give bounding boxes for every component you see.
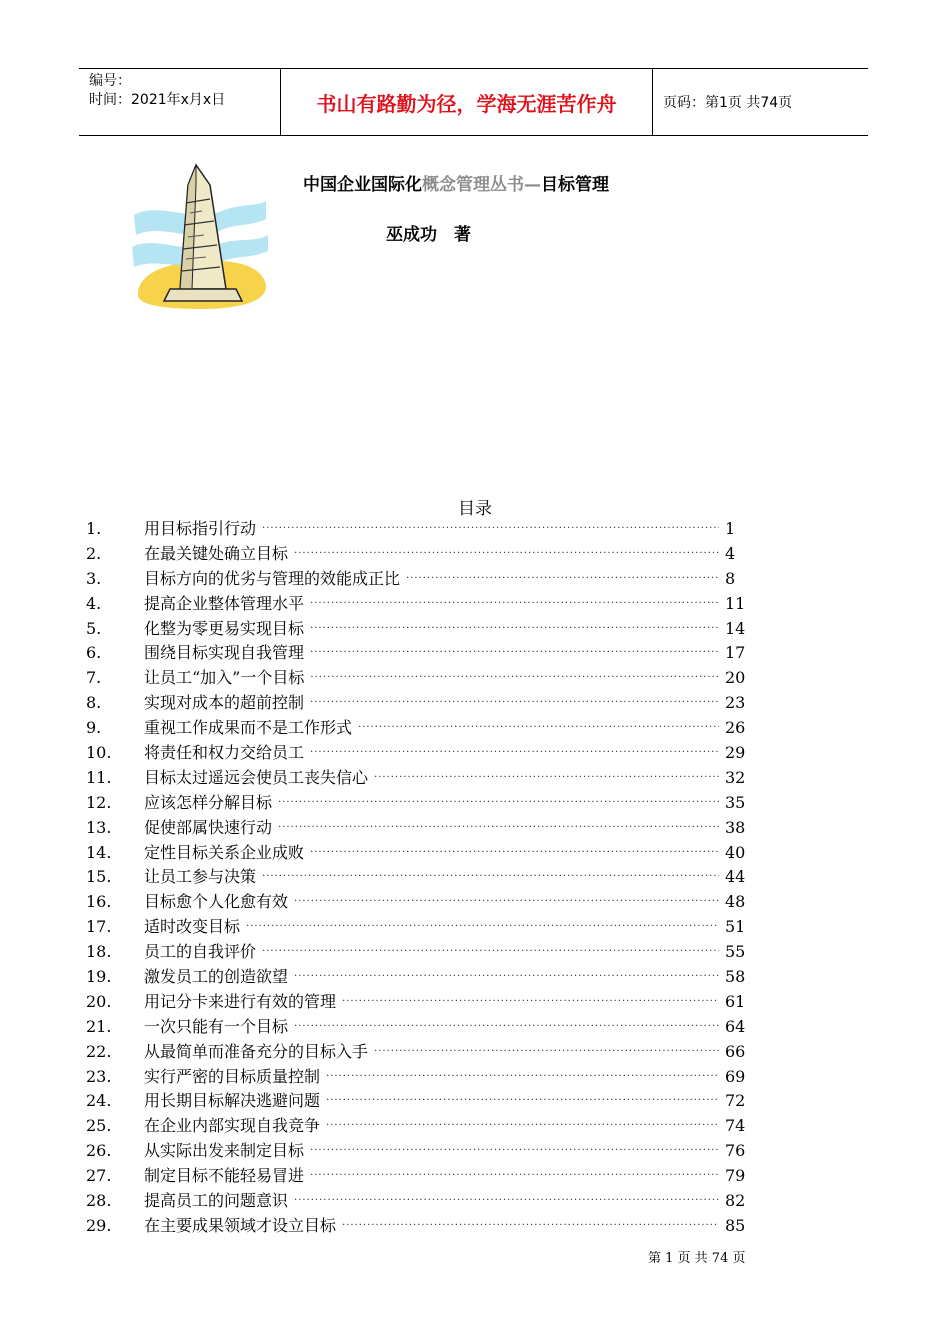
toc-entry-page: 66: [725, 1041, 746, 1061]
toc-entry-page: 64: [725, 1016, 746, 1036]
toc-entry[interactable]: [86, 841, 761, 866]
book-title-part1: 中国企业国际化: [303, 175, 422, 195]
toc-entry[interactable]: [86, 865, 761, 890]
toc-entry[interactable]: [86, 1089, 761, 1114]
toc-entry[interactable]: [86, 816, 761, 841]
toc-entry-title: 在主要成果领域才设立目标: [144, 1215, 337, 1235]
toc-entry[interactable]: [86, 567, 761, 592]
page-footer: 第 1 页 共 74 页: [648, 1251, 746, 1266]
toc-entry[interactable]: [86, 592, 761, 617]
toc-entry-title: 目标方向的优劣与管理的效能成正比: [144, 568, 401, 588]
toc-entry[interactable]: [86, 1189, 761, 1214]
toc-entry-number: 6.: [86, 643, 102, 663]
toc-entry-title: 化整为零更易实现目标: [144, 618, 305, 638]
toc-dot-leader: [310, 592, 719, 617]
toc-entry-title: 提高员工的问题意识: [144, 1191, 289, 1211]
toc-entry-page: 38: [725, 817, 746, 837]
toc-entry-title: 目标愈个人化愈有效: [144, 892, 289, 912]
toc-entry[interactable]: [86, 1065, 761, 1090]
toc-entry-title: 适时改变目标: [144, 917, 241, 937]
toc-dot-leader: [326, 1089, 719, 1114]
toc-dot-leader: [310, 666, 719, 691]
toc-entry-number: 11.: [86, 767, 112, 787]
toc-entry-number: 2.: [86, 543, 102, 563]
toc-entry-title: 实行严密的目标质量控制: [144, 1066, 321, 1086]
toc-dot-leader: [310, 691, 719, 716]
toc-entry-page: 23: [725, 693, 746, 713]
toc-entry[interactable]: [86, 1114, 761, 1139]
toc-entry-title: 让员工“加入”一个目标: [144, 668, 305, 688]
toc-entry-page: 11: [725, 593, 746, 613]
toc-entry-number: 20.: [86, 991, 112, 1011]
toc-dot-leader: [374, 1040, 719, 1065]
toc-entry-title: 在最关键处确立目标: [144, 543, 289, 563]
toc-entry[interactable]: [86, 1164, 761, 1189]
toc-entry-page: 40: [725, 842, 746, 862]
toc-entry[interactable]: [86, 1139, 761, 1164]
toc-entry-page: 82: [725, 1191, 746, 1211]
toc-entry-page: 48: [725, 892, 746, 912]
toc-dot-leader: [374, 766, 719, 791]
toc-dot-leader: [310, 1139, 719, 1164]
toc-dot-leader: [262, 865, 719, 890]
header-meta: [79, 69, 281, 135]
toc-entry[interactable]: [86, 716, 761, 741]
toc-entry[interactable]: [86, 766, 761, 791]
book-title: [303, 170, 609, 195]
toc-entry-number: 1.: [86, 519, 102, 538]
toc-entry-title: 用长期目标解决逃避问题: [144, 1091, 321, 1111]
toc-dot-leader: [406, 567, 719, 592]
toc-entry-page: 85: [725, 1215, 746, 1235]
toc-dot-leader: [326, 1065, 719, 1090]
toc-entry-number: 23.: [86, 1066, 112, 1086]
toc-entry[interactable]: [86, 517, 761, 542]
toc-dot-leader: [278, 791, 719, 816]
toc-entry-page: 51: [725, 917, 746, 937]
toc-entry-page: 8: [725, 568, 736, 588]
toc-dot-leader: [310, 841, 719, 866]
toc-entry-page: 44: [725, 867, 746, 887]
toc-dot-leader: [310, 617, 719, 642]
toc-entry-title: 用目标指引行动: [144, 519, 257, 538]
toc-entry[interactable]: [86, 965, 761, 990]
header-page-label: 页码：第1页 共74页: [663, 95, 793, 111]
toc-entry-page: 35: [725, 792, 746, 812]
toc-entry[interactable]: [86, 940, 761, 965]
toc-entry-title: 在企业内部实现自我竞争: [144, 1116, 321, 1136]
toc-entry-title: 从最简单而准备充分的目标入手: [144, 1041, 369, 1061]
toc-entry-number: 24.: [86, 1091, 112, 1111]
author: 巫成功 著: [386, 225, 471, 245]
toc-entry-number: 16.: [86, 892, 112, 912]
toc-entry-title: 让员工参与决策: [144, 867, 257, 887]
toc-entry-number: 4.: [86, 593, 102, 613]
toc-entry-page: 76: [725, 1141, 746, 1161]
toc-entry-page: 74: [725, 1116, 746, 1136]
toc-entry-title: 提高企业整体管理水平: [144, 593, 305, 613]
toc-dot-leader: [358, 716, 719, 741]
page-header: [79, 68, 868, 136]
toc-entry-page: 4: [725, 543, 736, 563]
monument-tower-icon: [130, 163, 270, 313]
toc-entry-page: 79: [725, 1166, 746, 1186]
toc-entry-number: 18.: [86, 942, 112, 962]
toc-entry[interactable]: [86, 641, 761, 666]
toc-entry[interactable]: [86, 542, 761, 567]
toc-entry[interactable]: [86, 617, 761, 642]
toc-entry-number: 8.: [86, 693, 102, 713]
toc-entry[interactable]: [86, 791, 761, 816]
toc-dot-leader: [262, 940, 719, 965]
toc-entry-page: 29: [725, 743, 746, 763]
toc-entry-number: 12.: [86, 792, 112, 812]
toc-entry-number: 28.: [86, 1191, 112, 1211]
toc-entry-number: 27.: [86, 1166, 112, 1186]
toc-entry-title: 实现对成本的超前控制: [144, 693, 305, 713]
toc-entry-title: 激发员工的创造欲望: [144, 967, 289, 987]
toc-entry-number: 10.: [86, 743, 112, 763]
toc-dot-leader: [294, 965, 719, 990]
toc-entry-title: 围绕目标实现自我管理: [144, 643, 305, 663]
toc-entry-number: 25.: [86, 1116, 112, 1136]
book-title-part2: 概念管理丛书—: [422, 175, 541, 195]
toc-entry[interactable]: [86, 1015, 761, 1040]
toc-entry-page: 72: [725, 1091, 746, 1111]
toc-entry-page: 69: [725, 1066, 746, 1086]
toc-entry-page: 20: [725, 668, 746, 688]
number-label: 编号：: [89, 73, 131, 89]
toc-entry-title: 制定目标不能轻易冒进: [144, 1166, 305, 1186]
toc-entry[interactable]: [86, 1214, 761, 1239]
toc-dot-leader: [294, 890, 719, 915]
toc-dot-leader: [310, 741, 719, 766]
toc-entry-title: 重视工作成果而不是工作形式: [144, 718, 353, 738]
date-label: 时间：2021年x月x日: [89, 92, 226, 108]
toc-dot-leader: [342, 990, 719, 1015]
toc-entry-title: 定性目标关系企业成败: [144, 842, 305, 862]
toc-entry-title: 应该怎样分解目标: [144, 792, 273, 812]
table-of-contents: [86, 517, 761, 1239]
toc-heading: 目录: [458, 499, 492, 519]
toc-dot-leader: [342, 1214, 719, 1239]
toc-entry[interactable]: [86, 1040, 761, 1065]
toc-entry-page: 26: [725, 718, 746, 738]
toc-entry-number: 17.: [86, 917, 112, 937]
book-title-part3: 目标管理: [541, 175, 609, 195]
toc-entry-number: 9.: [86, 718, 102, 738]
toc-entry-page: 58: [725, 967, 746, 987]
toc-entry[interactable]: [86, 691, 761, 716]
toc-entry-number: 7.: [86, 668, 102, 688]
toc-entry-number: 14.: [86, 842, 112, 862]
toc-dot-leader: [310, 641, 719, 666]
toc-entry-page: 14: [725, 618, 746, 638]
toc-entry-number: 15.: [86, 867, 112, 887]
toc-entry-title: 将责任和权力交给员工: [144, 743, 305, 763]
toc-entry[interactable]: [86, 990, 761, 1015]
toc-entry-title: 员工的自我评价: [144, 942, 257, 962]
toc-entry-title: 促使部属快速行动: [144, 817, 273, 837]
toc-entry-number: 5.: [86, 618, 102, 638]
toc-dot-leader: [294, 1189, 719, 1214]
toc-entry[interactable]: [86, 666, 761, 691]
toc-entry[interactable]: [86, 915, 761, 940]
toc-dot-leader: [278, 816, 719, 841]
toc-entry-title: 目标太过遥远会使员工丧失信心: [144, 767, 369, 787]
toc-entry-number: 22.: [86, 1041, 112, 1061]
toc-entry-page: 1: [725, 519, 736, 538]
toc-dot-leader: [294, 1015, 719, 1040]
toc-entry-number: 13.: [86, 817, 112, 837]
toc-dot-leader: [326, 1114, 719, 1139]
toc-entry-page: 32: [725, 767, 746, 787]
toc-entry-number: 21.: [86, 1016, 112, 1036]
toc-entry-title: 从实际出发来制定目标: [144, 1141, 305, 1161]
toc-dot-leader: [310, 1164, 719, 1189]
toc-entry-page: 17: [725, 643, 746, 663]
toc-entry-title: 一次只能有一个目标: [144, 1016, 289, 1036]
toc-entry[interactable]: [86, 741, 761, 766]
toc-entry-title: 用记分卡来进行有效的管理: [144, 991, 337, 1011]
toc-dot-leader: [294, 542, 719, 567]
toc-entry-number: 19.: [86, 967, 112, 987]
header-motto: 书山有路勤为径，学海无涯苦作舟: [281, 69, 653, 135]
toc-dot-leader: [246, 915, 719, 940]
toc-entry-number: 29.: [86, 1215, 112, 1235]
toc-entry-page: 55: [725, 942, 746, 962]
toc-dot-leader: [262, 517, 719, 542]
toc-entry-page: 61: [725, 991, 746, 1011]
toc-entry-number: 3.: [86, 568, 102, 588]
toc-entry[interactable]: [86, 890, 761, 915]
toc-entry-number: 26.: [86, 1141, 112, 1161]
